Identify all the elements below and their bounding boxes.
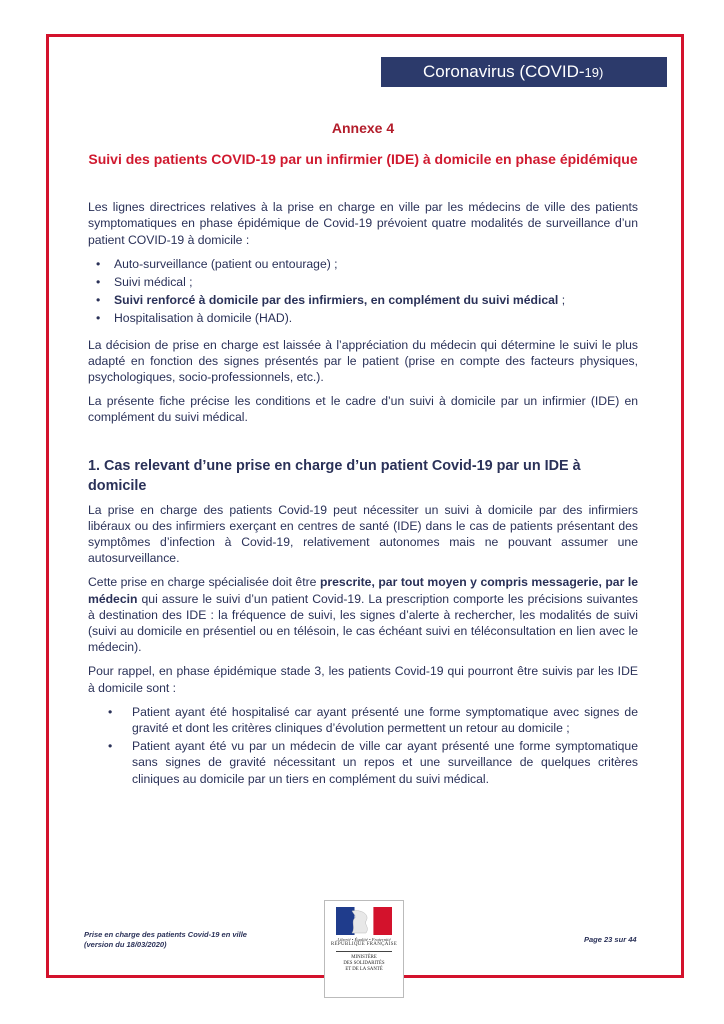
bullet-icon: • xyxy=(96,256,101,271)
section-title: 1. Cas relevant d’une prise en charge d’un patient Covid-19 par un IDE à domicile xyxy=(88,457,581,494)
list-item: • Hospitalisation à domicile (HAD). xyxy=(96,311,293,326)
bullet-icon: • xyxy=(108,704,113,719)
ministry-line: MINISTÈRE xyxy=(351,955,377,960)
logo-divider xyxy=(336,951,392,952)
ministry-line: ET DE LA SANTÉ xyxy=(345,967,383,972)
bold-modality: Suivi renforcé à domicile par des infirmiers, en complément du suivi médical xyxy=(114,293,559,308)
modalities-list xyxy=(88,256,638,327)
bullet-icon: • xyxy=(96,275,101,290)
footer-document-info: Prise en charge des patients Covid-19 en ville (version du 18/03/2020) xyxy=(84,930,247,949)
cases-list xyxy=(88,704,638,787)
reminder-paragraph: Pour rappel, en phase épidémique stade 3, les patients Covid-19 qui pourront être suivis par les IDE à domicile sont : xyxy=(88,664,638,695)
list-item: • Suivi renforcé à domicile par des infirmiers, en complément du suivi médical ; xyxy=(96,293,566,308)
logo-motto: Liberté • Égalité • Fraternité xyxy=(337,937,391,942)
list-item: • Patient ayant été hospitalisé car ayant présenté une forme symptomatique avec signes de gravité et dont les critères cliniques d’évolution permettent un retour au domicile ; xyxy=(108,704,638,736)
decision-paragraph: La décision de prise en charge est laissée à l’appréciation du médecin qui détermine le suivi le plus adapté en fonction des signes présentés par le patient (prise en compte des facteurs physiques, psychologiques, socio-professionnels, etc.). xyxy=(88,337,638,385)
bullet-icon: • xyxy=(108,739,113,754)
page-title: Suivi des patients COVID-19 par un infirmier (IDE) à domicile en phase épidémique xyxy=(88,151,638,168)
ministry-logo xyxy=(324,900,404,998)
fiche-paragraph: La présente fiche précise les conditions et le cadre d’un suivi à domicile par un infirmier (IDE) en complément du suivi médical. xyxy=(88,394,638,425)
bullet-icon: • xyxy=(96,311,101,326)
header-banner xyxy=(381,57,667,87)
section-paragraph: La prise en charge des patients Covid-19 peut nécessiter un suivi à domicile par des infirmiers libéraux ou des infirmiers exerçant en centres de santé (IDE) dans le cas de patients présentant des symptômes d’infection à Covid-19, relativement autonomes mais ne pouvant assumer une autosurveillance. xyxy=(88,502,638,566)
ministry-line: DES SOLIDARITÉS xyxy=(343,961,385,966)
list-item: • Auto-surveillance (patient ou entourage) ; xyxy=(96,256,338,271)
bullet-icon: • xyxy=(96,293,101,308)
annexe-label: Annexe 4 xyxy=(331,120,395,136)
banner-text: Coronavirus (COVID- xyxy=(423,62,585,81)
intro-paragraph: Les lignes directrices relatives à la prise en charge en ville par les médecins de ville des patients symptomatiques en phase épidémique de Covid-19 prévoient quatre modalités de surveillance d’un patient COVID-19 à domicile : xyxy=(88,200,638,247)
list-item: • Suivi médical ; xyxy=(96,275,193,290)
logo-republic: RÉPUBLIQUE FRANÇAISE xyxy=(330,942,398,947)
page-number: Page 23 sur 44 xyxy=(584,935,637,944)
marianne-flag-icon xyxy=(336,907,392,935)
document-body xyxy=(88,120,638,797)
banner-suffix: 19) xyxy=(584,65,604,80)
list-item: • Patient ayant été vu par un médecin de ville car ayant présenté une forme symptomatique sans signes de gravité nécessitant un repos et une surveillance de quelques critères cliniques au domicile par un tiers en complément du suivi médical. xyxy=(108,739,638,786)
prescription-paragraph: Cette prise en charge spécialisée doit être prescrite, par tout moyen y compris messagerie, par le médecin qui assure le suivi d’un patient Covid-19. La prescription comporte les précisions suivantes à destination des IDE : la fréquence de suivi, les signes d’alerte à rechercher, les modalités de suivi (suivi au domicile en présentiel ou en télésoin, le cas échéant suivi en téléconsultation en lien avec le médecin). xyxy=(88,575,639,655)
prescription-bold: prescrite, par tout moyen y compris messagerie, par le médecin xyxy=(88,575,639,606)
